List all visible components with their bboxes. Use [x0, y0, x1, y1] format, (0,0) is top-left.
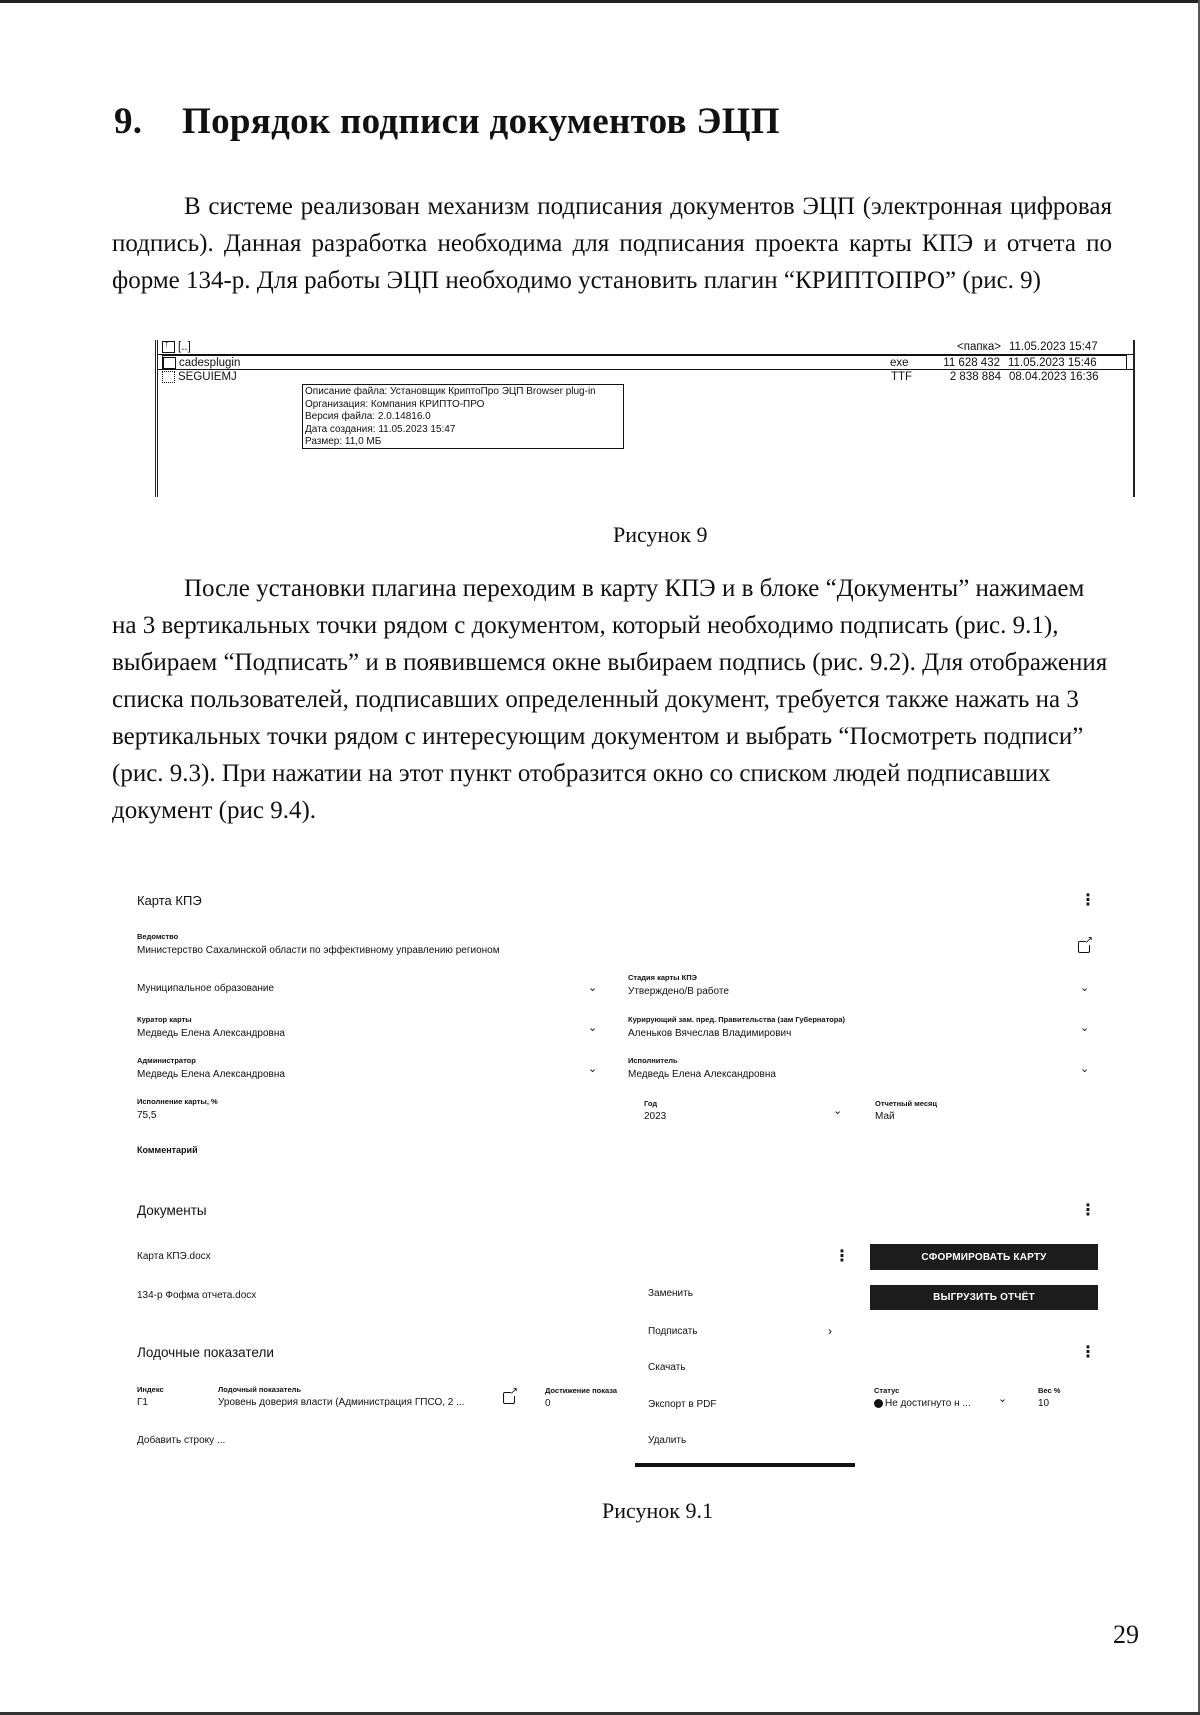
section-title: Порядок подписи документов ЭЦП: [182, 101, 780, 142]
chevron-down-icon[interactable]: ⌄: [588, 1063, 598, 1075]
deputy-label: Курирующий зам. пред. Правительства (зам Губернатора): [628, 1015, 846, 1024]
figure-caption: Рисунок 9: [613, 522, 708, 547]
menu-item-replace[interactable]: Заменить: [648, 1288, 693, 1299]
file-name: SEGUIEMJ: [178, 371, 237, 383]
file-size: 11 628 432: [943, 356, 1000, 369]
chevron-down-icon[interactable]: ⌄: [1080, 1063, 1090, 1075]
document-item[interactable]: 134-р Фофма отчета.docx: [137, 1290, 257, 1301]
generate-card-button[interactable]: СФОРМИРОВАТЬ КАРТУ: [870, 1244, 1098, 1270]
scan-edge-top: [0, 0, 1200, 3]
department-value: Министерство Сахалинской области по эффективному управлению регионом: [137, 945, 500, 956]
kpe-card-screenshot: [130, 885, 1110, 1485]
export-report-button[interactable]: ВЫГРУЗИТЬ ОТЧЁТ: [870, 1285, 1098, 1310]
add-row-button[interactable]: Добавить строку ...: [137, 1435, 226, 1446]
indicator-value[interactable]: Уровень доверия власти (Администрация ГПСО, 2 ...: [218, 1397, 465, 1408]
curator-value[interactable]: Медведь Елена Александровна: [137, 1028, 285, 1039]
admin-value[interactable]: Медведь Елена Александровна: [137, 1069, 285, 1080]
file-ext: TTF: [891, 371, 913, 383]
indicators-menu-kebab-icon[interactable]: ⋮: [1080, 1344, 1096, 1361]
open-external-icon[interactable]: [1078, 940, 1090, 958]
achieved-label: Достижение показа: [545, 1386, 618, 1395]
admin-label: Администратор: [137, 1056, 196, 1065]
index-value: Г1: [137, 1397, 148, 1408]
index-label: Индекс: [137, 1385, 164, 1394]
deputy-value[interactable]: Аленьков Вячеслав Владимирович: [628, 1028, 792, 1039]
file-name: [..]: [178, 341, 191, 353]
department-label: Ведомство: [137, 932, 179, 941]
status-value[interactable]: [874, 1398, 971, 1409]
chevron-down-icon[interactable]: ⌄: [588, 982, 598, 994]
curator-label: Куратор карты: [137, 1015, 192, 1024]
chevron-down-icon[interactable]: ⌄: [588, 1022, 598, 1034]
file-size: <папка>: [957, 341, 1001, 353]
municipality-field[interactable]: Муниципальное образование: [137, 983, 275, 994]
year-label: Год: [644, 1099, 658, 1108]
card-menu-kebab-icon[interactable]: ⋮: [1080, 892, 1096, 909]
file-tooltip: [302, 384, 624, 449]
chevron-down-icon[interactable]: ⌄: [998, 1393, 1008, 1405]
status-dot-icon: [874, 1399, 883, 1408]
file-date: 08.04.2023 16:36: [1009, 371, 1099, 383]
documents-title: Документы: [137, 1203, 207, 1218]
stage-value[interactable]: Утверждено/В работе: [628, 986, 729, 997]
documents-menu-kebab-icon[interactable]: ⋮: [1080, 1202, 1096, 1219]
stage-label: Стадия карты КПЭ: [628, 973, 697, 982]
card-title: Карта КПЭ: [137, 893, 202, 908]
file-manager-screenshot: [155, 340, 1135, 497]
file-date: 11.05.2023 15:46: [1008, 356, 1097, 369]
up-folder-icon: [162, 341, 175, 353]
page-number: 29: [1113, 1620, 1139, 1649]
section-heading: [114, 100, 780, 143]
exe-file-icon: [163, 357, 176, 369]
intro-paragraph: В системе реализован механизм подписания документов ЭЦП (электронная цифровая подпись). Данная разработка необходима для подписания проекта карты КПЭ и отчета по форме 134-р. Для работы ЭЦП необходимо установить плагин “КРИПТОПРО” (рис. 9): [112, 193, 1112, 294]
executor-value[interactable]: Медведь Елена Александровна: [628, 1069, 776, 1080]
tooltip-line: Описание файла: Установщик КриптоПро ЭЦП Browser plug-in: [305, 386, 596, 397]
menu-item-sign[interactable]: Подписать: [648, 1326, 698, 1337]
chevron-down-icon[interactable]: ⌄: [1080, 982, 1090, 994]
document-kebab-icon[interactable]: ⋮: [834, 1248, 850, 1265]
file-row-parent[interactable]: [162, 340, 1127, 354]
indicators-title: Лодочные показатели: [137, 1345, 274, 1360]
completion-value: 75,5: [137, 1110, 157, 1121]
chevron-down-icon[interactable]: ⌄: [1080, 1022, 1090, 1034]
menu-item-export-pdf[interactable]: Экспорт в PDF: [648, 1399, 717, 1410]
figure-caption: Рисунок 9.1: [602, 1498, 713, 1523]
menu-item-download[interactable]: Скачать: [648, 1362, 686, 1373]
file-date: 11.05.2023 15:47: [1009, 341, 1098, 353]
chevron-down-icon[interactable]: ⌄: [833, 1105, 843, 1117]
comment-field[interactable]: Комментарий: [137, 1145, 198, 1155]
chevron-right-icon: ›: [828, 1324, 832, 1338]
tooltip-line: Размер: 11,0 МБ: [305, 436, 382, 447]
tooltip-line: Дата создания: 11.05.2023 15:47: [305, 423, 456, 435]
status-text: Не достигнуто н ...: [885, 1398, 971, 1409]
weight-value[interactable]: 10: [1038, 1398, 1050, 1409]
file-name: cadesplugin: [179, 356, 241, 369]
weight-label: Вес %: [1038, 1386, 1061, 1395]
file-row-cadesplugin[interactable]: [162, 355, 1127, 370]
tooltip-line: Организация: Компания КРИПТО-ПРО: [305, 398, 485, 410]
year-value[interactable]: 2023: [644, 1111, 667, 1122]
document-item[interactable]: Карта КПЭ.docx: [137, 1251, 211, 1262]
file-size: 2 838 884: [949, 371, 1001, 383]
file-ext: exe: [890, 356, 909, 369]
completion-label: Исполнение карты, %: [137, 1097, 218, 1106]
executor-label: Исполнитель: [628, 1056, 678, 1065]
open-external-icon[interactable]: [503, 1391, 515, 1409]
font-file-icon: [162, 371, 175, 383]
month-label: Отчетный месяц: [875, 1099, 938, 1108]
month-value[interactable]: Май: [875, 1111, 895, 1122]
menu-bottom-edge: [635, 1463, 855, 1467]
instructions-paragraph: После установки плагина переходим в карту КПЭ и в блоке “Документы” нажимаем на 3 вертикальных точки рядом с документом, который необходимо подписать (рис. 9.1), выбираем “Подписать” и в появившемся окне выбираем подпись (рис. 9.2). Для отображения списка пользователей, подписавших определенный документ, требуется также нажать на 3 вертикальных точки рядом с интересующим документом и выбрать “Посмотреть подписи” (рис. 9.3). При нажатии на этот пункт отобразится окно со списком людей подписавших документ (рис 9.4).: [112, 575, 1108, 824]
section-number: 9.: [114, 101, 143, 142]
tooltip-line: Версия файла: 2.0.14816.0: [305, 411, 431, 422]
status-label: Статус: [874, 1386, 900, 1395]
file-row-font[interactable]: [162, 370, 1127, 384]
menu-item-delete[interactable]: Удалить: [648, 1435, 687, 1446]
achieved-value[interactable]: 0: [545, 1398, 551, 1409]
indicator-label: Лодочный показатель: [218, 1385, 302, 1394]
